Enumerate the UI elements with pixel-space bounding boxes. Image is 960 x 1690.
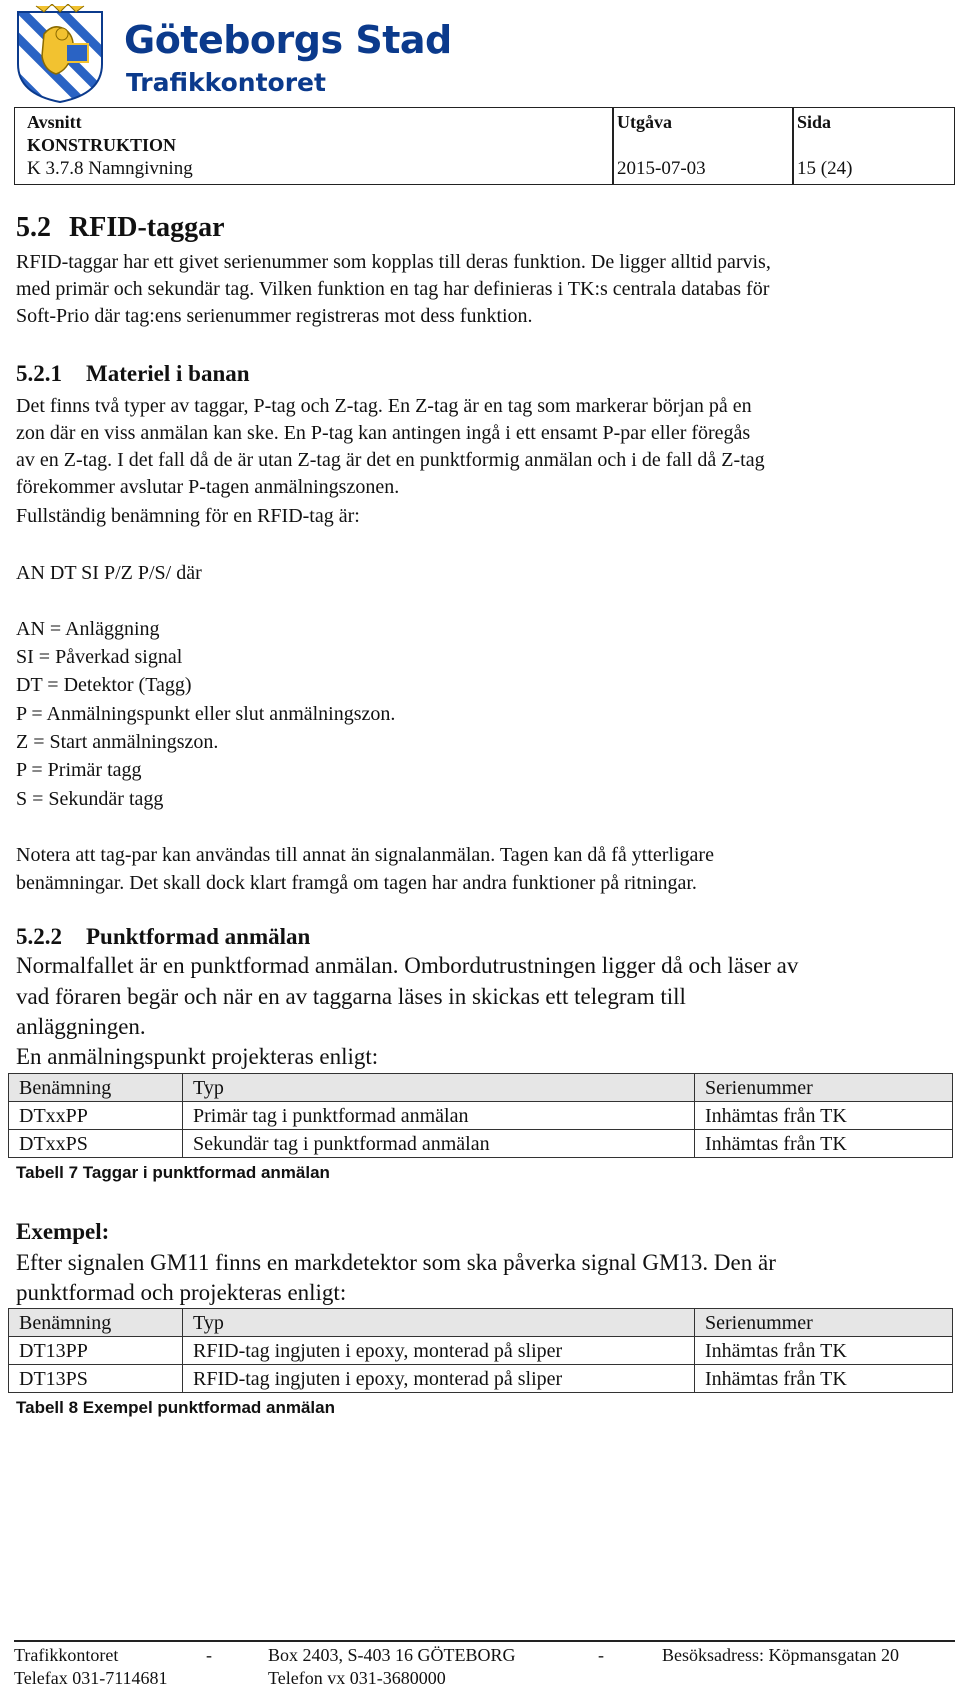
column-header: Typ <box>183 1309 695 1337</box>
example-heading: Exempel: <box>16 1219 110 1244</box>
org-name: Göteborgs Stad <box>124 18 452 62</box>
column-header: Benämning <box>9 1309 183 1337</box>
note-line: Notera att tag-par kan användas till annat än signalanmälan. Tagen kan då få ytterligare <box>16 844 714 866</box>
footer-visiting-address: Besöksadress: Köpmansgatan 20 <box>662 1645 899 1665</box>
table-cell: DT13PP <box>9 1337 183 1365</box>
section-label: Avsnitt <box>27 112 82 132</box>
page-number: 15 (24) <box>797 158 853 179</box>
intro-line: med primär och sekundär tag. Vilken funktion en tag har definieras i TK:s centrala databas för <box>16 278 770 300</box>
table-cell: Sekundär tag i punktformad anmälan <box>183 1130 695 1158</box>
example-table <box>8 1308 953 1393</box>
subsection-number: 5.2.2 <box>16 924 62 949</box>
table-header-row <box>9 1309 953 1337</box>
table-cell: Inhämtas från TK <box>695 1102 953 1130</box>
footer-postal-address: Box 2403, S-403 16 GÖTEBORG <box>268 1645 516 1665</box>
table-cell: Inhämtas från TK <box>695 1365 953 1393</box>
footer-phone: Telefon vx 031-3680000 <box>268 1668 446 1688</box>
table-cell: DT13PS <box>9 1365 183 1393</box>
paragraph-line: Fullständig benämning för en RFID-tag är: <box>16 505 360 527</box>
definition-item: P = Anmälningspunkt eller slut anmälningszon. <box>16 703 396 725</box>
paragraph-line: förekommer avslutar P-tagen anmälningszonen. <box>16 476 400 498</box>
definition-item: Z = Start anmälningszon. <box>16 731 219 753</box>
table-cell: Primär tag i punktformad anmälan <box>183 1102 695 1130</box>
subsection-title: Materiel i banan <box>86 361 250 386</box>
table-cell: DTxxPS <box>9 1130 183 1158</box>
tag-table <box>8 1073 953 1158</box>
definition-item: DT = Detektor (Tagg) <box>16 674 192 696</box>
table-row <box>9 1102 953 1130</box>
column-header: Serienummer <box>695 1309 953 1337</box>
paragraph-line: anläggningen. <box>16 1014 146 1039</box>
paragraph-line: av en Z-tag. I det fall då de är utan Z-tag är det en punktformig anmälan och i de fall då Z-tag <box>16 449 765 471</box>
intro-line: Soft-Prio där tag:ens serienummer registreras mot dess funktion. <box>16 305 533 327</box>
footer-separator: - <box>206 1645 212 1665</box>
intro-line: RFID-taggar har ett givet serienummer som kopplas till deras funktion. De ligger alltid parvis, <box>16 251 771 273</box>
section-title: RFID-taggar <box>69 212 225 243</box>
table-row <box>9 1337 953 1365</box>
table-caption: Tabell 8 Exempel punktformad anmälan <box>16 1398 335 1417</box>
definition-item: SI = Påverkad signal <box>16 646 183 668</box>
section-heading <box>16 212 225 243</box>
table-caption: Tabell 7 Taggar i punktformad anmälan <box>16 1163 330 1182</box>
column-header: Benämning <box>9 1074 183 1102</box>
paragraph-line: Det finns två typer av taggar, P-tag och Z-tag. En Z-tag är en tag som markerar början på en <box>16 395 752 417</box>
table-cell: Inhämtas från TK <box>695 1130 953 1158</box>
document-header-table <box>14 107 955 185</box>
subsection-heading <box>16 925 310 949</box>
org-department: Trafikkontoret <box>126 68 326 97</box>
table-cell: Inhämtas från TK <box>695 1337 953 1365</box>
paragraph-line: vad föraren begär och när en av taggarna läses in skickas ett telegram till <box>16 984 686 1009</box>
edition-label: Utgåva <box>617 112 672 132</box>
note-line: benämningar. Det skall dock klart framgå om tagen har andra funktioner på ritningar. <box>16 872 697 894</box>
page-label: Sida <box>797 112 832 132</box>
column-header: Typ <box>183 1074 695 1102</box>
example-line: Efter signalen GM11 finns en markdetektor som ska påverka signal GM13. Den är <box>16 1250 776 1275</box>
city-logo <box>14 4 106 104</box>
table-cell: DTxxPP <box>9 1102 183 1130</box>
footer-org: Trafikkontoret <box>14 1645 119 1665</box>
paragraph-line: zon där en viss anmälan kan ske. En P-tag kan antingen ingå i ett ensamt P-par eller föregås <box>16 422 751 444</box>
footer-divider <box>14 1640 955 1642</box>
definition-item: P = Primär tagg <box>16 759 142 781</box>
definition-item: AN = Anläggning <box>16 618 160 640</box>
paragraph-line: Normalfallet är en punktformad anmälan. Ombordutrustningen ligger då och läser av <box>16 953 799 978</box>
paragraph-line: En anmälningspunkt projekteras enligt: <box>16 1044 379 1069</box>
subsection-title: Punktformad anmälan <box>86 924 311 949</box>
table-row <box>9 1130 953 1158</box>
table-cell: RFID-tag ingjuten i epoxy, monterad på sliper <box>183 1365 695 1393</box>
table-cell: RFID-tag ingjuten i epoxy, monterad på sliper <box>183 1337 695 1365</box>
example-line: punktformad och projekteras enligt: <box>16 1280 347 1305</box>
section-value: KONSTRUKTION <box>27 135 177 155</box>
naming-format: AN DT SI P/Z P/S/ där <box>16 562 202 584</box>
footer-separator: - <box>598 1645 604 1665</box>
document-reference: K 3.7.8 Namngivning <box>27 158 193 179</box>
footer-fax: Telefax 031-7114681 <box>14 1668 168 1688</box>
table-header-row <box>9 1074 953 1102</box>
subsection-heading <box>16 362 250 386</box>
section-number: 5.2 <box>16 212 51 243</box>
table-row <box>9 1365 953 1393</box>
definition-item: S = Sekundär tagg <box>16 788 164 810</box>
edition-value: 2015-07-03 <box>617 158 706 179</box>
column-header: Serienummer <box>695 1074 953 1102</box>
subsection-number: 5.2.1 <box>16 361 62 386</box>
